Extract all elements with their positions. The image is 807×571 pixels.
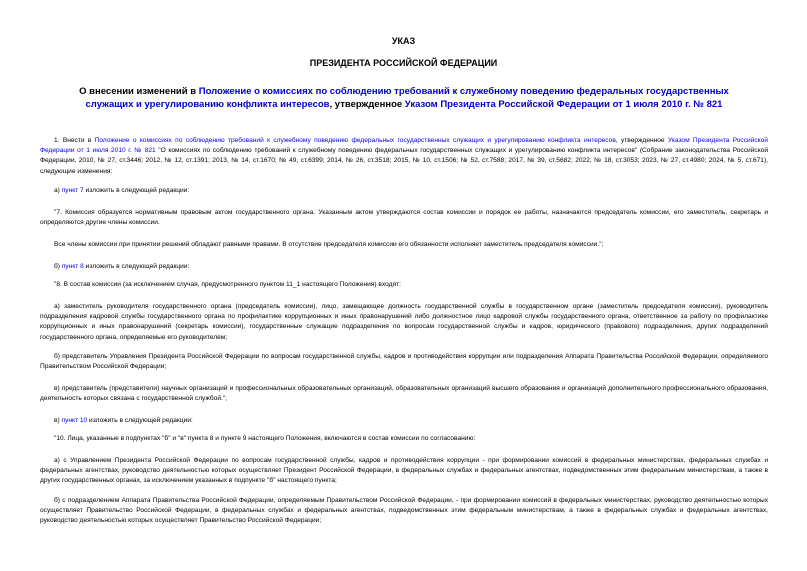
issuer-title: ПРЕЗИДЕНТА РОССИЙСКОЙ ФЕДЕРАЦИИ xyxy=(309,58,498,68)
p1-post: "О комиссиях по соблюдению требований к служебному поведению федеральных государственных служащих и урегулированию конфликта интересов" (Собрание законодательства Российской Федерации, 2010, № 27, ст.3446; 2012, № 12, ст.1391; 2013, № 14, ст.1670; № 49, ст.6399; 2014, № 26, ст.3518; 2015, № 10, ст.1506; № 52, ст.7588; 2017, № 39, ст.5682; 2022, № 18, ст.3053; 2023, № 27, ст.4980; 2024, № 5, ст.671), следующие изменения: xyxy=(40,147,769,175)
item-b-post: изложить в следующей редакции: xyxy=(83,263,190,270)
item-b-pre: б) xyxy=(54,263,62,270)
quote-8b: б) представитель Управления Президента Российской Федерации по вопросам государственной службы, кадров и противодействия коррупции или подразделения Аппарата Правительства Российской Федерации, определяемого Правительством Российской Федерации; xyxy=(40,353,768,371)
quote-8c: в) представитель (представители) научных организаций и профессиональных образовательных организаций, образовательных организаций высшего образования и организаций дополнительного профессионального образования, деятельность которых связана с государственной службой."; xyxy=(40,385,768,403)
heading-mid: , утвержденное xyxy=(329,99,405,110)
paragraph-1 xyxy=(40,136,768,177)
item-b-link[interactable]: пункт 8 xyxy=(61,263,84,270)
item-a-pre: а) xyxy=(54,187,62,194)
item-a-post: изложить в следующей редакции: xyxy=(83,187,190,194)
item-b xyxy=(40,262,768,272)
heading-link-decree[interactable]: Указом Президента Российской Федерации от 1 июля 2010 г. № 821 xyxy=(404,99,723,110)
doc-type-title: УКАЗ xyxy=(391,36,416,46)
quote-7b: Все члены комиссии при принятии решений обладают равными правами. В отсутствие председателя комиссии его обязанности исполняет заместитель председателя комиссии."; xyxy=(54,241,604,248)
quote-7: "7. Комиссия образуется нормативным правовым актом государственного органа. Указанным актом утверждаются состав комиссии и порядок ее работы, назначаются председатель комиссии, его заместитель, секретарь и определяются другие члены комиссии. xyxy=(40,209,768,227)
p1-link-decree[interactable]: Указом Президента Российской Федерации от 1 июля 2010 г. № 821 xyxy=(40,137,768,155)
document-heading xyxy=(60,85,748,111)
item-v-link[interactable]: пункт 10 xyxy=(61,417,88,424)
heading-pre: О внесении изменений в xyxy=(79,86,199,97)
p1-link-regulation[interactable]: Положение о комиссиях по соблюдению требований к служебному поведению федеральных государственных служащих и урегулированию конфликта интересов xyxy=(94,137,616,144)
p1-pre: 1. Внести в xyxy=(54,137,95,144)
item-v-pre: в) xyxy=(54,417,62,424)
quote-8a: а) заместитель руководителя государственного органа (председатель комиссии), лицо, замещающее должность государственной службы в государственном органе (заместитель председателя комиссии), руководитель подразделения кадровой службы государственного органа по профилактике коррупционных и иных правонарушений либо должностное лицо кадровой службы государственного органа, ответственное за работу по профилактике коррупционных и иных правонарушений (секретарь комиссии), государственные служащие подразделения по вопросам государственной службы и кадров, юридического (правового) подразделения, других подразделений государственного органа, определяемые его руководителем; xyxy=(40,303,768,341)
quote-10b: б) с подразделением Аппарата Правительства Российской Федерации, определяемым Правительством Российской Федерации, - при формировании комиссий в федеральных министерствах, руководство деятельностью которых осуществляет Правительство Российской Федерации, в федеральных службах и федеральных агентствах, подведомственных этим федеральным министерствам, а также в федеральных службах и федеральных агентствах, руководство деятельностью которых осуществляет Правительство Российской Федерации; xyxy=(40,497,768,525)
quote-10a: а) с Управлением Президента Российской Федерации по вопросам государственной службы, кадров и противодействия коррупции - при формировании комиссий в федеральных министерствах, федеральных службах и федеральных агентствах, руководство деятельностью которых осуществляет Президент Российской Федерации, в федеральных службах и федеральных агентствах, подведомственных этим федеральным министерствам, а также в других государственных органах, за исключением указанных в подпункте "б" настоящего пункта; xyxy=(40,457,768,485)
heading-link-regulation[interactable]: Положение о комиссиях по соблюдению требований к служебному поведению федеральных государственных служащих и урегулированию конфликта интересов xyxy=(85,86,729,110)
p1-mid: , утвержденное xyxy=(615,137,668,144)
item-v-post: изложить в следующей редакции: xyxy=(87,417,193,424)
item-a-link[interactable]: пункт 7 xyxy=(61,187,84,194)
item-v xyxy=(40,416,768,426)
item-a xyxy=(40,186,768,196)
quote-10: "10. Лица, указанные в подпунктах "б" и "в" пункта 8 и пункте 9 настоящего Положения, включаются в состав комиссии по согласованию: xyxy=(54,435,476,442)
quote-8: "8. В состав комиссии (за исключением случая, предусмотренного пунктом 11_1 настоящего Положения) входят: xyxy=(54,281,401,288)
